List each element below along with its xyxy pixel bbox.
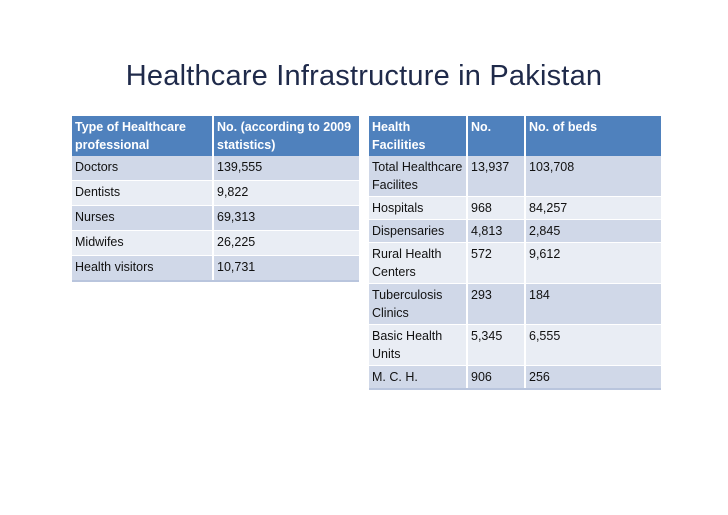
table-cell: 69,313	[213, 206, 359, 231]
table-cell: 2,845	[525, 220, 661, 243]
table-cell: Hospitals	[369, 197, 467, 220]
table-cell: 184	[525, 284, 661, 325]
header-cell: Type of Healthcare professional	[72, 116, 213, 156]
table-cell: Doctors	[72, 156, 213, 181]
table-row	[369, 243, 661, 284]
table-row	[72, 231, 359, 256]
table-cell: 293	[467, 284, 525, 325]
table-cell: Tuberculosis Clinics	[369, 284, 467, 325]
table-row	[369, 366, 661, 390]
table-cell: 256	[525, 366, 661, 390]
table-cell: 84,257	[525, 197, 661, 220]
table-cell: 9,612	[525, 243, 661, 284]
table-row	[369, 325, 661, 366]
table-row	[72, 156, 359, 181]
table-cell: 103,708	[525, 156, 661, 197]
header-cell: No. (according to 2009 statistics)	[213, 116, 359, 156]
table-cell: M. C. H.	[369, 366, 467, 390]
page-title: Healthcare Infrastructure in Pakistan	[125, 60, 603, 92]
table-header-row	[72, 116, 359, 156]
header-cell: Health Facilities	[369, 116, 467, 156]
table-cell: Nurses	[72, 206, 213, 231]
table-row	[72, 181, 359, 206]
table-row	[369, 220, 661, 243]
table-cell: 26,225	[213, 231, 359, 256]
table-cell: 4,813	[467, 220, 525, 243]
table-row	[72, 206, 359, 231]
facilities-table	[369, 116, 661, 390]
table-row	[369, 197, 661, 220]
table-cell: 906	[467, 366, 525, 390]
table-header-row	[369, 116, 661, 156]
table-cell: Midwifes	[72, 231, 213, 256]
table-cell: 10,731	[213, 256, 359, 282]
table-cell: Total Healthcare Facilites	[369, 156, 467, 197]
table-cell: 5,345	[467, 325, 525, 366]
table-cell: Dentists	[72, 181, 213, 206]
table-cell: Rural Health Centers	[369, 243, 467, 284]
table-row	[72, 256, 359, 282]
table-cell: Dispensaries	[369, 220, 467, 243]
table-row	[369, 284, 661, 325]
header-cell: No. of beds	[525, 116, 661, 156]
header-cell: No.	[467, 116, 525, 156]
table-cell: 9,822	[213, 181, 359, 206]
table-row	[369, 156, 661, 197]
table-cell: 572	[467, 243, 525, 284]
table-cell: 13,937	[467, 156, 525, 197]
table-cell: 6,555	[525, 325, 661, 366]
table-cell: Basic Health Units	[369, 325, 467, 366]
table-cell: 139,555	[213, 156, 359, 181]
professionals-table	[72, 116, 359, 282]
table-cell: 968	[467, 197, 525, 220]
table-cell: Health visitors	[72, 256, 213, 282]
